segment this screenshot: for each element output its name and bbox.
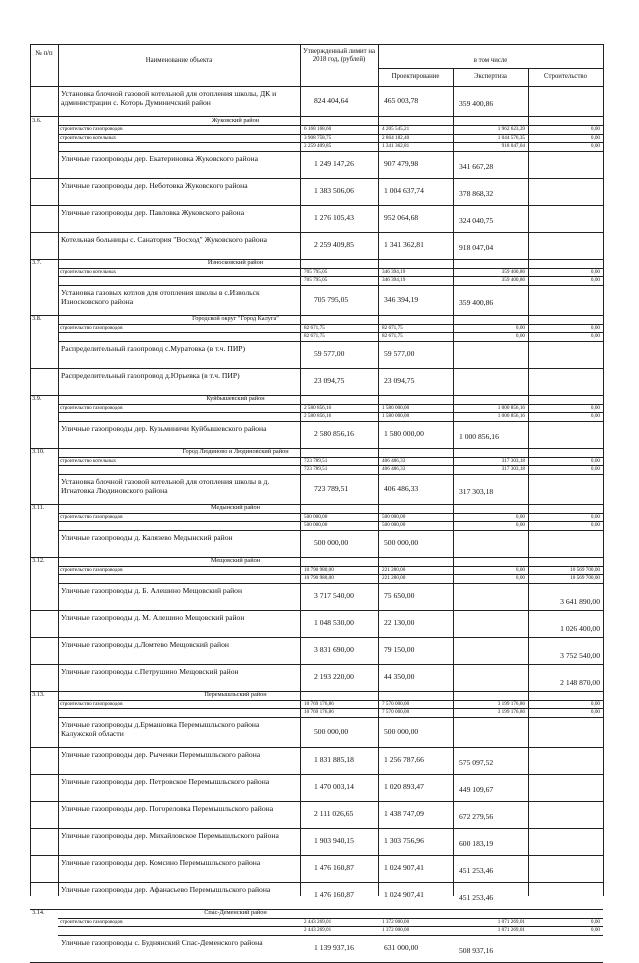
row-number: 3.9. [32, 395, 42, 402]
section-title: Куйбышевский район [206, 395, 265, 402]
subcategory-label: строительство газопроводов [60, 404, 123, 411]
expertise-value: 1 962 623,39 [497, 126, 525, 132]
expertise-value: 449 109,67 [459, 785, 494, 794]
design-value: 1 580 000,00 [384, 429, 424, 438]
design-value: 346 394,19 [382, 268, 406, 275]
object-name: Уличные газопроводы дер. Комсино Перемышльского района [61, 857, 261, 867]
design-value: 500 000,00 [382, 513, 406, 520]
construction-value: 0,00 [590, 333, 600, 339]
limit-value: 3 717 540,00 [314, 591, 354, 600]
expertise-value: 0,00 [515, 513, 525, 520]
expertise-value: 324 040,75 [459, 216, 494, 225]
grid-line [30, 855, 603, 856]
grid-line [30, 637, 603, 638]
expertise-value: 378 868,32 [459, 189, 494, 198]
subcategory-label: строительство газопроводов [60, 324, 123, 331]
row-number: 3.11. [32, 504, 45, 511]
construction-value: 0,00 [590, 126, 600, 132]
object-name: Уличные газопроводы дер. Екатериновка Жуковского района [61, 153, 258, 163]
header-design: Проектирование [391, 73, 440, 80]
object-name: Распределительный газопровод д.Юрьевка (в т.ч. ПИР) [61, 370, 240, 380]
grid-line [453, 68, 454, 896]
grid-line [58, 926, 603, 927]
expertise-value: 3 199 176,86 [497, 709, 525, 715]
section-title: Перемышльский район [204, 691, 267, 698]
limit-value: 1 139 937,16 [314, 943, 354, 952]
expertise-value: 0,00 [515, 522, 525, 528]
section-title: Мещовский район [210, 557, 261, 564]
limit-value: 10 790 980,00 [304, 575, 334, 581]
design-value: 221 280,00 [382, 575, 406, 581]
limit-value: 82 671,75 [304, 333, 325, 339]
grid-line [30, 828, 603, 829]
header-name: Наименование объекта [145, 57, 213, 64]
design-value: 1 372 000,00 [382, 927, 410, 933]
header-num: № п/п [35, 50, 53, 57]
limit-value: 3 831 690,00 [314, 645, 354, 654]
design-value: 500 000,00 [384, 726, 419, 736]
object-name: Установка газовых котлов для отопления школы в с.Извольск Износковского района [61, 287, 260, 306]
row-number: 3.14. [32, 909, 45, 916]
limit-value: 2 443 269,01 [304, 918, 332, 925]
grid-line [58, 583, 603, 584]
limit-value: 1 476 160,87 [314, 863, 354, 872]
object-name: Уличные газопроводы д.Ермашовка Перемышльского района Калужской области [61, 719, 260, 738]
object-name: Уличные газопроводы д. Б. Алешино Мещовский район [61, 585, 243, 595]
object-name: Уличные газопроводы д. М. Алешино Мещовский район [61, 612, 245, 622]
limit-value: 500 000,00 [314, 538, 349, 547]
limit-value: 10 769 176,86 [304, 709, 334, 715]
design-value: 631 000,00 [384, 943, 419, 952]
limit-value: 723 789,51 [304, 466, 328, 472]
expertise-value: 3 199 176,86 [497, 700, 525, 707]
design-value: 75 650,00 [384, 591, 415, 600]
limit-value: 2 193 220,00 [314, 672, 354, 681]
design-value: 1 372 000,00 [382, 918, 410, 925]
grid-line [58, 918, 603, 919]
subcategory-label: строительство газопроводов [60, 566, 123, 573]
expertise-value: 1 071 269,01 [497, 927, 525, 933]
design-value: 1 341 362,81 [384, 240, 424, 249]
construction-value: 2 148 870,00 [560, 678, 600, 687]
grid-line [30, 610, 603, 611]
design-value: 465 003,78 [384, 96, 419, 105]
grid-line [30, 801, 603, 802]
design-value: 22 130,00 [384, 618, 415, 627]
limit-value: 824 404,64 [314, 96, 349, 105]
object-name: Уличные газопроводы дер. Михайловское Перемышльского района [61, 830, 279, 840]
design-value: 346 394,19 [384, 294, 419, 304]
header-expertise: Экспертиза [474, 73, 507, 80]
object-name: Уличные газопроводы с.Петрушино Мещовский район [61, 666, 239, 676]
grid-line [58, 530, 603, 531]
limit-value: 705 795,05 [314, 294, 349, 304]
grid-line [30, 86, 603, 87]
row-number: 3.8. [32, 315, 42, 322]
section-title: Город Людиново и Людиновский район [182, 448, 289, 455]
design-value: 59 577,00 [384, 349, 415, 358]
limit-value: 1 831 885,18 [314, 755, 354, 764]
design-value: 7 570 000,00 [382, 709, 410, 715]
grid-line [528, 68, 529, 896]
construction-value: 0,00 [590, 277, 600, 283]
limit-value: 1 048 530,00 [314, 618, 354, 627]
design-value: 952 064,68 [384, 213, 419, 222]
object-name: Уличные газопроводы дер. Павловка Жуковского района [61, 207, 245, 217]
limit-value: 723 789,51 [304, 457, 328, 464]
expertise-value: 600 183,19 [459, 839, 494, 848]
construction-value: 0,00 [590, 413, 600, 419]
object-name: Уличные газопроводы д.Ломтево Мещовский район [61, 639, 229, 649]
object-name: Уличные газопроводы дер. Рыченки Перемышльского района [61, 749, 261, 759]
construction-value: 0,00 [590, 513, 600, 520]
section-title: Медынский район [210, 504, 261, 511]
grid-line [378, 44, 379, 68]
construction-value: 0,00 [590, 143, 600, 149]
section-title: Спас-Деменский район [204, 909, 267, 916]
expertise-value: 359 400,86 [501, 277, 525, 283]
expertise-value: 0,00 [515, 566, 525, 573]
construction-value: 10 569 700,00 [570, 575, 600, 581]
design-value: 406 486,33 [384, 483, 419, 493]
limit-value: 500 000,00 [314, 726, 349, 736]
design-value: 500 000,00 [384, 538, 419, 547]
expertise-value: 508 937,16 [459, 946, 494, 955]
design-value: 1 020 893,47 [384, 782, 424, 791]
construction-value: 0,00 [590, 700, 600, 707]
grid-line [30, 44, 31, 896]
expertise-value: 918 047,04 [459, 243, 494, 252]
limit-value: 2 259 409,85 [304, 143, 332, 149]
grid-line [30, 44, 603, 45]
expertise-value: 1 000 856,16 [497, 413, 525, 419]
row-number: 3.12. [32, 557, 45, 564]
design-value: 4 205 545,21 [382, 126, 410, 132]
design-value: 907 479,98 [384, 159, 419, 168]
row-number: 3.10. [32, 448, 45, 455]
grid-line [378, 68, 379, 896]
limit-value: 2 259 409,85 [314, 240, 354, 249]
design-value: 2 864 182,40 [382, 134, 410, 141]
limit-value: 1 383 506,06 [314, 186, 354, 195]
grid-line [30, 664, 603, 665]
subcategory-label: строительство газопроводов [60, 513, 123, 520]
header-construction: Строительство [544, 73, 587, 80]
expertise-value: 1 071 269,01 [497, 918, 525, 925]
limit-value: 500 000,00 [304, 522, 328, 528]
construction-value: 1 026 400,00 [560, 624, 600, 633]
design-value: 1 024 907,41 [384, 890, 424, 899]
grid-line [58, 421, 603, 422]
grid-line [30, 205, 603, 206]
limit-value: 500 000,00 [304, 513, 328, 520]
expertise-value: 317 303,18 [459, 486, 494, 496]
expertise-value: 1 000 856,16 [459, 432, 499, 441]
design-value: 1 256 787,66 [384, 755, 424, 764]
expertise-value: 672 279,56 [459, 812, 494, 821]
object-name: Установка блочной газовой котельной для отопления школы в д. Игнатовка Людиновского района [61, 476, 270, 495]
expertise-value: 359 400,86 [501, 268, 525, 275]
grid-line [30, 962, 603, 963]
limit-value: 2 580 856,16 [304, 413, 332, 419]
limit-value: 23 094,75 [314, 376, 345, 385]
object-name: Уличные газопроводы дер. Афанасьево Перемышльского района [61, 884, 271, 894]
expertise-value: 317 303,18 [501, 457, 525, 464]
expertise-value: 451 253,46 [459, 893, 494, 902]
expertise-value: 1 044 576,35 [497, 134, 525, 141]
grid-line [58, 285, 603, 286]
row-number: 3.7. [32, 259, 42, 266]
limit-value: 1 903 940,15 [314, 836, 354, 845]
object-name: Распределительный газопровод с.Муратовка (в т.ч. ПИР) [61, 343, 246, 353]
limit-value: 6 168 168,60 [304, 126, 332, 132]
design-value: 23 094,75 [384, 376, 415, 385]
grid-line [30, 882, 603, 883]
grid-line [58, 717, 603, 718]
design-value: 500 000,00 [382, 522, 406, 528]
limit-value: 2 443 269,01 [304, 927, 332, 933]
design-value: 1 024 907,41 [384, 863, 424, 872]
limit-value: 1 276 105,43 [314, 213, 354, 222]
expertise-value: 0,00 [515, 333, 525, 339]
limit-value: 723 789,51 [314, 483, 349, 493]
design-value: 82 671,75 [382, 324, 403, 331]
object-name: Уличные газопроводы дер. Кузьминичи Куйбышевского района [61, 423, 267, 433]
design-value: 44 350,00 [384, 672, 415, 681]
construction-value: 0,00 [590, 918, 600, 925]
limit-value: 82 671,75 [304, 324, 325, 331]
design-value: 221 280,00 [382, 566, 406, 573]
limit-value: 59 577,00 [314, 349, 345, 358]
grid-line [30, 232, 603, 233]
expertise-value: 1 000 856,16 [497, 404, 525, 411]
expertise-value: 575 097,52 [459, 758, 494, 767]
subcategory-label: строительство котельных [60, 268, 117, 275]
expertise-value: 918 047,04 [501, 143, 525, 149]
design-value: 1 004 637,74 [384, 186, 424, 195]
construction-value: 0,00 [590, 457, 600, 464]
limit-value: 705 795,05 [304, 277, 328, 283]
object-name: Котельная больницы с. Санатория "Восход" Жуковского района [61, 234, 268, 244]
construction-value: 0,00 [590, 522, 600, 528]
grid-line [30, 774, 603, 775]
grid-line [603, 44, 604, 896]
limit-value: 10 769 176,86 [304, 700, 334, 707]
limit-value: 10 790 980,00 [304, 566, 334, 573]
expertise-value: 359 400,86 [459, 297, 494, 307]
limit-value: 2 580 856,16 [314, 429, 354, 438]
construction-value: 0,00 [590, 268, 600, 275]
section-title: Износковский район [207, 259, 264, 266]
expertise-value: 317 303,18 [501, 466, 525, 472]
construction-value: 0,00 [590, 466, 600, 472]
grid-line [30, 178, 603, 179]
object-name: Уличные газопроводы д. Калязево Медынский район [61, 532, 233, 542]
limit-value: 2 111 026,65 [314, 809, 354, 818]
object-name: Уличные газопроводы с. Буднянский Спас-Деменского района [61, 937, 263, 947]
subcategory-label: строительство газопроводов [60, 700, 123, 707]
design-value: 1 580 000,00 [382, 404, 410, 411]
object-name: Уличные газопроводы дер. Петровское Перемышльского района [61, 776, 270, 786]
limit-value: 1 249 147,26 [314, 159, 354, 168]
row-number: 3.6. [32, 116, 42, 124]
limit-value: 2 580 856,16 [304, 404, 332, 411]
expertise-value: 0,00 [515, 324, 525, 331]
object-name: Уличные газопроводы дер. Неботовка Жуковского района [61, 180, 248, 190]
subcategory-label: строительство газопроводов [60, 918, 123, 925]
limit-value: 1 470 003,14 [314, 782, 354, 791]
subcategory-label: строительство котельных [60, 457, 117, 464]
header-limit: Утвержденный лимит на 2018 год, (рублей) [302, 48, 375, 64]
design-value: 7 570 000,00 [382, 700, 410, 707]
design-value: 406 486,33 [382, 466, 406, 472]
construction-value: 3 752 540,00 [560, 651, 600, 660]
grid-line [30, 747, 603, 748]
design-value: 82 671,75 [382, 333, 403, 339]
grid-line [58, 341, 603, 342]
construction-value: 0,00 [590, 324, 600, 331]
construction-value: 0,00 [590, 134, 600, 141]
grid-line [30, 368, 603, 369]
design-value: 79 150,00 [384, 645, 415, 654]
object-name: Уличные газопроводы дер. Погореловка Перемышльского района [61, 803, 274, 813]
construction-value: 3 641 890,00 [560, 597, 600, 606]
design-value: 346 394,19 [382, 277, 406, 283]
construction-value: 0,00 [590, 404, 600, 411]
expertise-value: 451 253,46 [459, 866, 494, 875]
design-value: 1 580 000,00 [382, 413, 410, 419]
object-name: Установка блочной газовой котельной для отопления школы, ДК и администрации с. Которь Думиничский район [61, 89, 277, 108]
section-title: Городской округ "Город Калуга" [192, 315, 279, 322]
header-including: в том числе [473, 57, 508, 64]
expertise-value: 0,00 [515, 575, 525, 581]
subcategory-label: строительство газопроводов [60, 126, 123, 132]
grid-line [58, 935, 603, 936]
design-value: 1 341 362,81 [382, 143, 410, 149]
grid-line [378, 68, 603, 69]
limit-value: 3 908 758,75 [304, 134, 332, 141]
section-title: Жуковский район [211, 116, 260, 124]
design-value: 1 438 747,09 [384, 809, 424, 818]
expertise-value: 341 667,28 [459, 162, 494, 171]
limit-value: 1 476 160,87 [314, 890, 354, 899]
grid-line [300, 44, 301, 896]
grid-line [58, 151, 603, 152]
design-value: 406 486,33 [382, 457, 406, 464]
design-value: 1 303 756,96 [384, 836, 424, 845]
expertise-value: 359 400,86 [459, 99, 494, 108]
grid-line [58, 44, 59, 896]
row-number: 3.13. [32, 691, 45, 698]
construction-value: 10 569 700,00 [570, 566, 600, 573]
limit-value: 705 795,05 [304, 268, 328, 275]
grid-line [58, 474, 603, 475]
subcategory-label: строительство котельных [60, 134, 117, 141]
construction-value: 0,00 [590, 927, 600, 933]
construction-value: 0,00 [590, 709, 600, 715]
